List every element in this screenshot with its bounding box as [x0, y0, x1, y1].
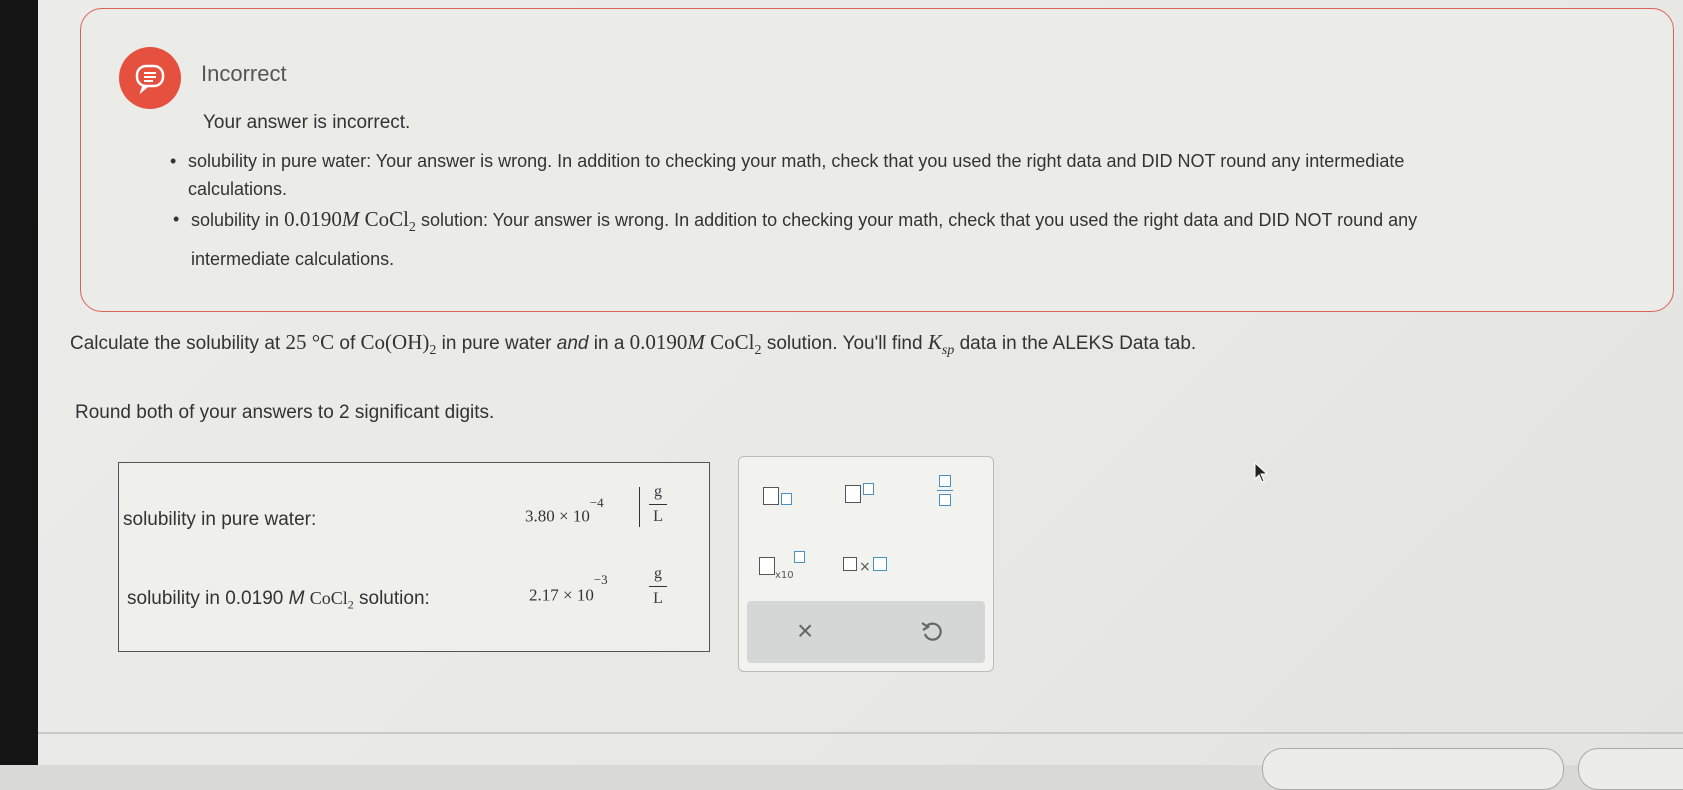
screen-bezel [0, 0, 38, 765]
bottom-button-1[interactable] [1262, 748, 1564, 790]
feedback-bullet-2-math: 0.0190M CoCl$_2$ [284, 207, 416, 236]
chat-bubble-icon [119, 47, 181, 109]
unit-fraction-1: g L [649, 483, 667, 526]
text-cursor [639, 487, 640, 527]
feedback-bullet-1-text: solubility in pure water: Your answer is wrong. In addition to checking your math, check that you used the right data and DID NOT round any intermediate [188, 151, 1405, 171]
feedback-bullet-2: • solubility in 0.0190M CoCl$_2$ solution: Your answer is wrong. In addition to checking your math, check that you used the right data and DID NOT round any [173, 207, 1418, 236]
scientific-notation-button[interactable]: x10 [759, 557, 805, 578]
unit-fraction-2: g L [649, 565, 667, 608]
feedback-bullet-1-cont [188, 175, 287, 203]
feedback-bullet-2-cont-text: intermediate calculations. [191, 249, 395, 269]
clear-button[interactable]: × [797, 615, 814, 646]
answer-label-pure-water: solubility in pure water: [123, 509, 317, 530]
mouse-pointer-icon [1254, 462, 1270, 491]
compound: $Co(OH)_2$ [360, 330, 437, 359]
bottom-button-2[interactable] [1578, 748, 1683, 790]
fraction-button[interactable] [937, 475, 953, 506]
answer-box [118, 462, 710, 652]
feedback-bullet-2-prefix: solubility in [191, 210, 280, 230]
multiply-button[interactable]: × [843, 557, 887, 575]
feedback-bullet-1: • solubility in pure water: Your answer is wrong. In addition to checking your math, check that you used the right data and DID NOT round any intermediate [170, 151, 1405, 171]
feedback-title: Incorrect [201, 61, 287, 86]
superscript-button[interactable] [845, 485, 874, 507]
undo-icon[interactable] [919, 617, 945, 650]
question-text: Calculate the solubility at 25 °C of $Co(OH)_2$ in pure water and in a 0.0190M CoCl$_2$ solution. You'll find $K_{sp}$ data in the ALEKS Data tab. [70, 330, 1197, 359]
feedback-bullet-2-cont [191, 245, 394, 273]
feedback-subtitle: Your answer is incorrect. [203, 112, 411, 133]
round-instruction: Round both of your answers to 2 significant digits. [75, 402, 495, 423]
subscript-button[interactable] [763, 487, 792, 509]
math-palette [738, 456, 994, 672]
answer-input-cocl2[interactable]: $2.17 \times 10^{-3}$ [529, 572, 608, 605]
feedback-bullet-2-text: solution: Your answer is wrong. In addition to checking your math, check that you used the right data and DID NOT round any [420, 210, 1418, 230]
answer-input-pure-water[interactable]: $3.80 \times 10^{-4}$ [525, 495, 604, 526]
feedback-panel [80, 8, 1674, 312]
answer-label-cocl2: solubility in 0.0190 M CoCl$_2$ solution: [127, 588, 430, 612]
temperature: 25 °C [285, 330, 335, 354]
feedback-bullet-1-cont-text: calculations. [188, 179, 288, 199]
salt: 0.0190M CoCl$_2$ [629, 330, 762, 359]
ksp: $K_{sp}$ [927, 330, 955, 359]
bottom-divider [38, 732, 1683, 734]
palette-actions [747, 601, 985, 663]
